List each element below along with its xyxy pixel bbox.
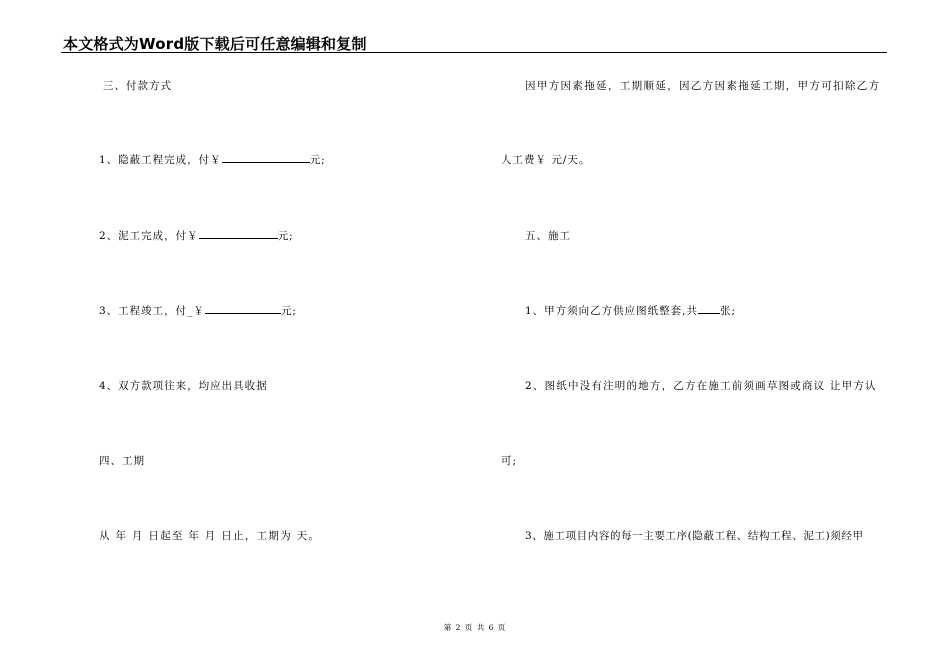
construction-item-1-label: 1、甲方须向乙方供应图纸整套,共: [525, 305, 699, 317]
section-4-heading: 四、工期: [99, 455, 145, 467]
page-number-footer: 第 2 页 共 6 页: [443, 623, 507, 632]
payment-item-2-unit: 元;: [277, 230, 294, 242]
construction-item-2-line-2: 可;: [501, 455, 518, 467]
construction-item-3-line-1: 3、施工项目内容的每一主要工序(隐蔽工程、结构工程、泥工)须经甲: [525, 530, 864, 542]
payment-item-4: 4、双方款项往来，均应出具收据: [99, 380, 268, 392]
payment-item-1: [99, 153, 326, 167]
payment-item-1-unit: 元;: [309, 154, 326, 166]
section-5-heading: 五、施工: [525, 230, 571, 242]
header-divider: [61, 52, 887, 53]
document-header-title: 本文格式为Word版下载后可任意编辑和复制: [63, 35, 367, 53]
payment-item-2-blank: [199, 229, 278, 239]
payment-item-3: [99, 304, 297, 318]
construction-item-2-line-1: 2、图纸中没有注明的地方，乙方在施工前须画草图或商议 让甲方认: [525, 380, 877, 392]
payment-item-1-blank: [222, 153, 310, 163]
payment-item-3-label: 3、工程竣工，付_￥: [99, 305, 205, 317]
payment-item-3-unit: 元;: [280, 305, 297, 317]
construction-item-1-unit: 张;: [720, 305, 737, 317]
payment-item-1-label: 1、隐蔽工程完成，付￥: [99, 154, 222, 166]
construction-item-1-blank: [698, 304, 720, 314]
schedule-text: 从 年 月 日起至 年 月 日止，工期为 天。: [99, 530, 321, 542]
delay-clause-line-2: 人工费￥ 元/天。: [501, 154, 591, 166]
section-3-heading: 三、付款方式: [103, 80, 172, 92]
payment-item-3-blank: [205, 304, 281, 314]
construction-item-1: [525, 304, 736, 318]
payment-item-2: [99, 229, 294, 243]
delay-clause-line-1: 因甲方因素拖延，工期顺延，因乙方因素拖延工期，甲方可扣除乙方: [525, 80, 881, 92]
payment-item-2-label: 2、泥工完成，付￥: [99, 230, 199, 242]
